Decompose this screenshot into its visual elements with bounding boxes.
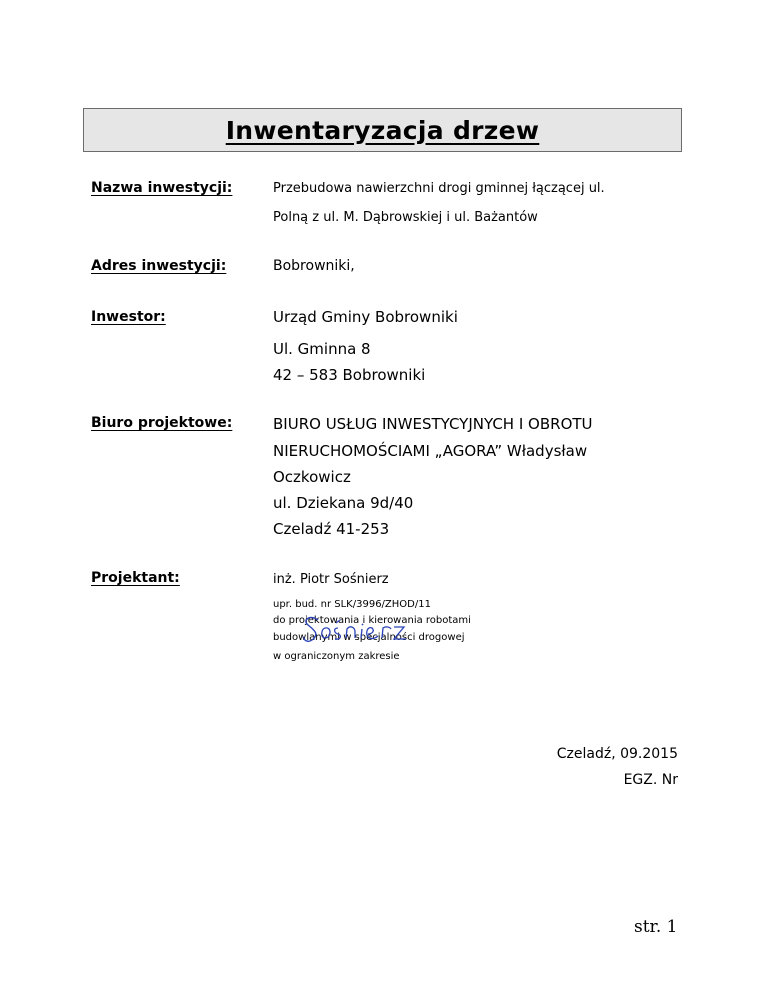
investor-label: Inwestor: <box>91 309 166 325</box>
investor-line-3: 42 – 583 Bobrowniki <box>273 366 426 384</box>
design-office-line-1: BIURO USŁUG INWESTYCYJNYCH I OBROTU <box>273 415 593 433</box>
signature <box>300 610 410 644</box>
investment-address-label: Adres inwestycji: <box>91 258 227 274</box>
investment-name-label: Nazwa inwestycji: <box>91 180 233 196</box>
design-office-line-5: Czeladź 41-253 <box>273 520 390 538</box>
designer-license-line-2: do projektowania i kierowania robotami <box>273 615 471 626</box>
investment-address-line-1: Bobrowniki, <box>273 258 355 274</box>
page-title: Inwentaryzacja drzew <box>225 115 540 145</box>
designer-label: Projektant: <box>91 570 180 586</box>
designer-license-line-3: budowlanymi w specjalności drogowej <box>273 632 465 643</box>
copy-number: EGZ. Nr <box>623 772 678 788</box>
designer-license-line-1: upr. bud. nr SLK/3996/ZHOD/11 <box>273 599 431 610</box>
investment-name-line-2: Polną z ul. M. Dąbrowskiej i ul. Bażantów <box>273 210 538 225</box>
place-date: Czeladź, 09.2015 <box>556 746 678 762</box>
design-office-line-3: Oczkowicz <box>273 468 351 486</box>
investor-line-1: Urząd Gminy Bobrowniki <box>273 308 458 326</box>
design-office-line-2: NIERUCHOMOŚCIAMI „AGORA” Władysław <box>273 442 588 460</box>
designer-license-line-4: w ograniczonym zakresie <box>273 651 400 662</box>
design-office-line-4: ul. Dziekana 9d/40 <box>273 494 414 512</box>
title-box <box>83 108 682 152</box>
investment-name-line-1: Przebudowa nawierzchni drogi gminnej łączącej ul. <box>273 181 605 196</box>
design-office-label: Biuro projektowe: <box>91 415 233 431</box>
investor-line-2: Ul. Gminna 8 <box>273 340 371 358</box>
page-number: str. 1 <box>634 917 678 937</box>
designer-name: inż. Piotr Sośnierz <box>273 572 389 587</box>
